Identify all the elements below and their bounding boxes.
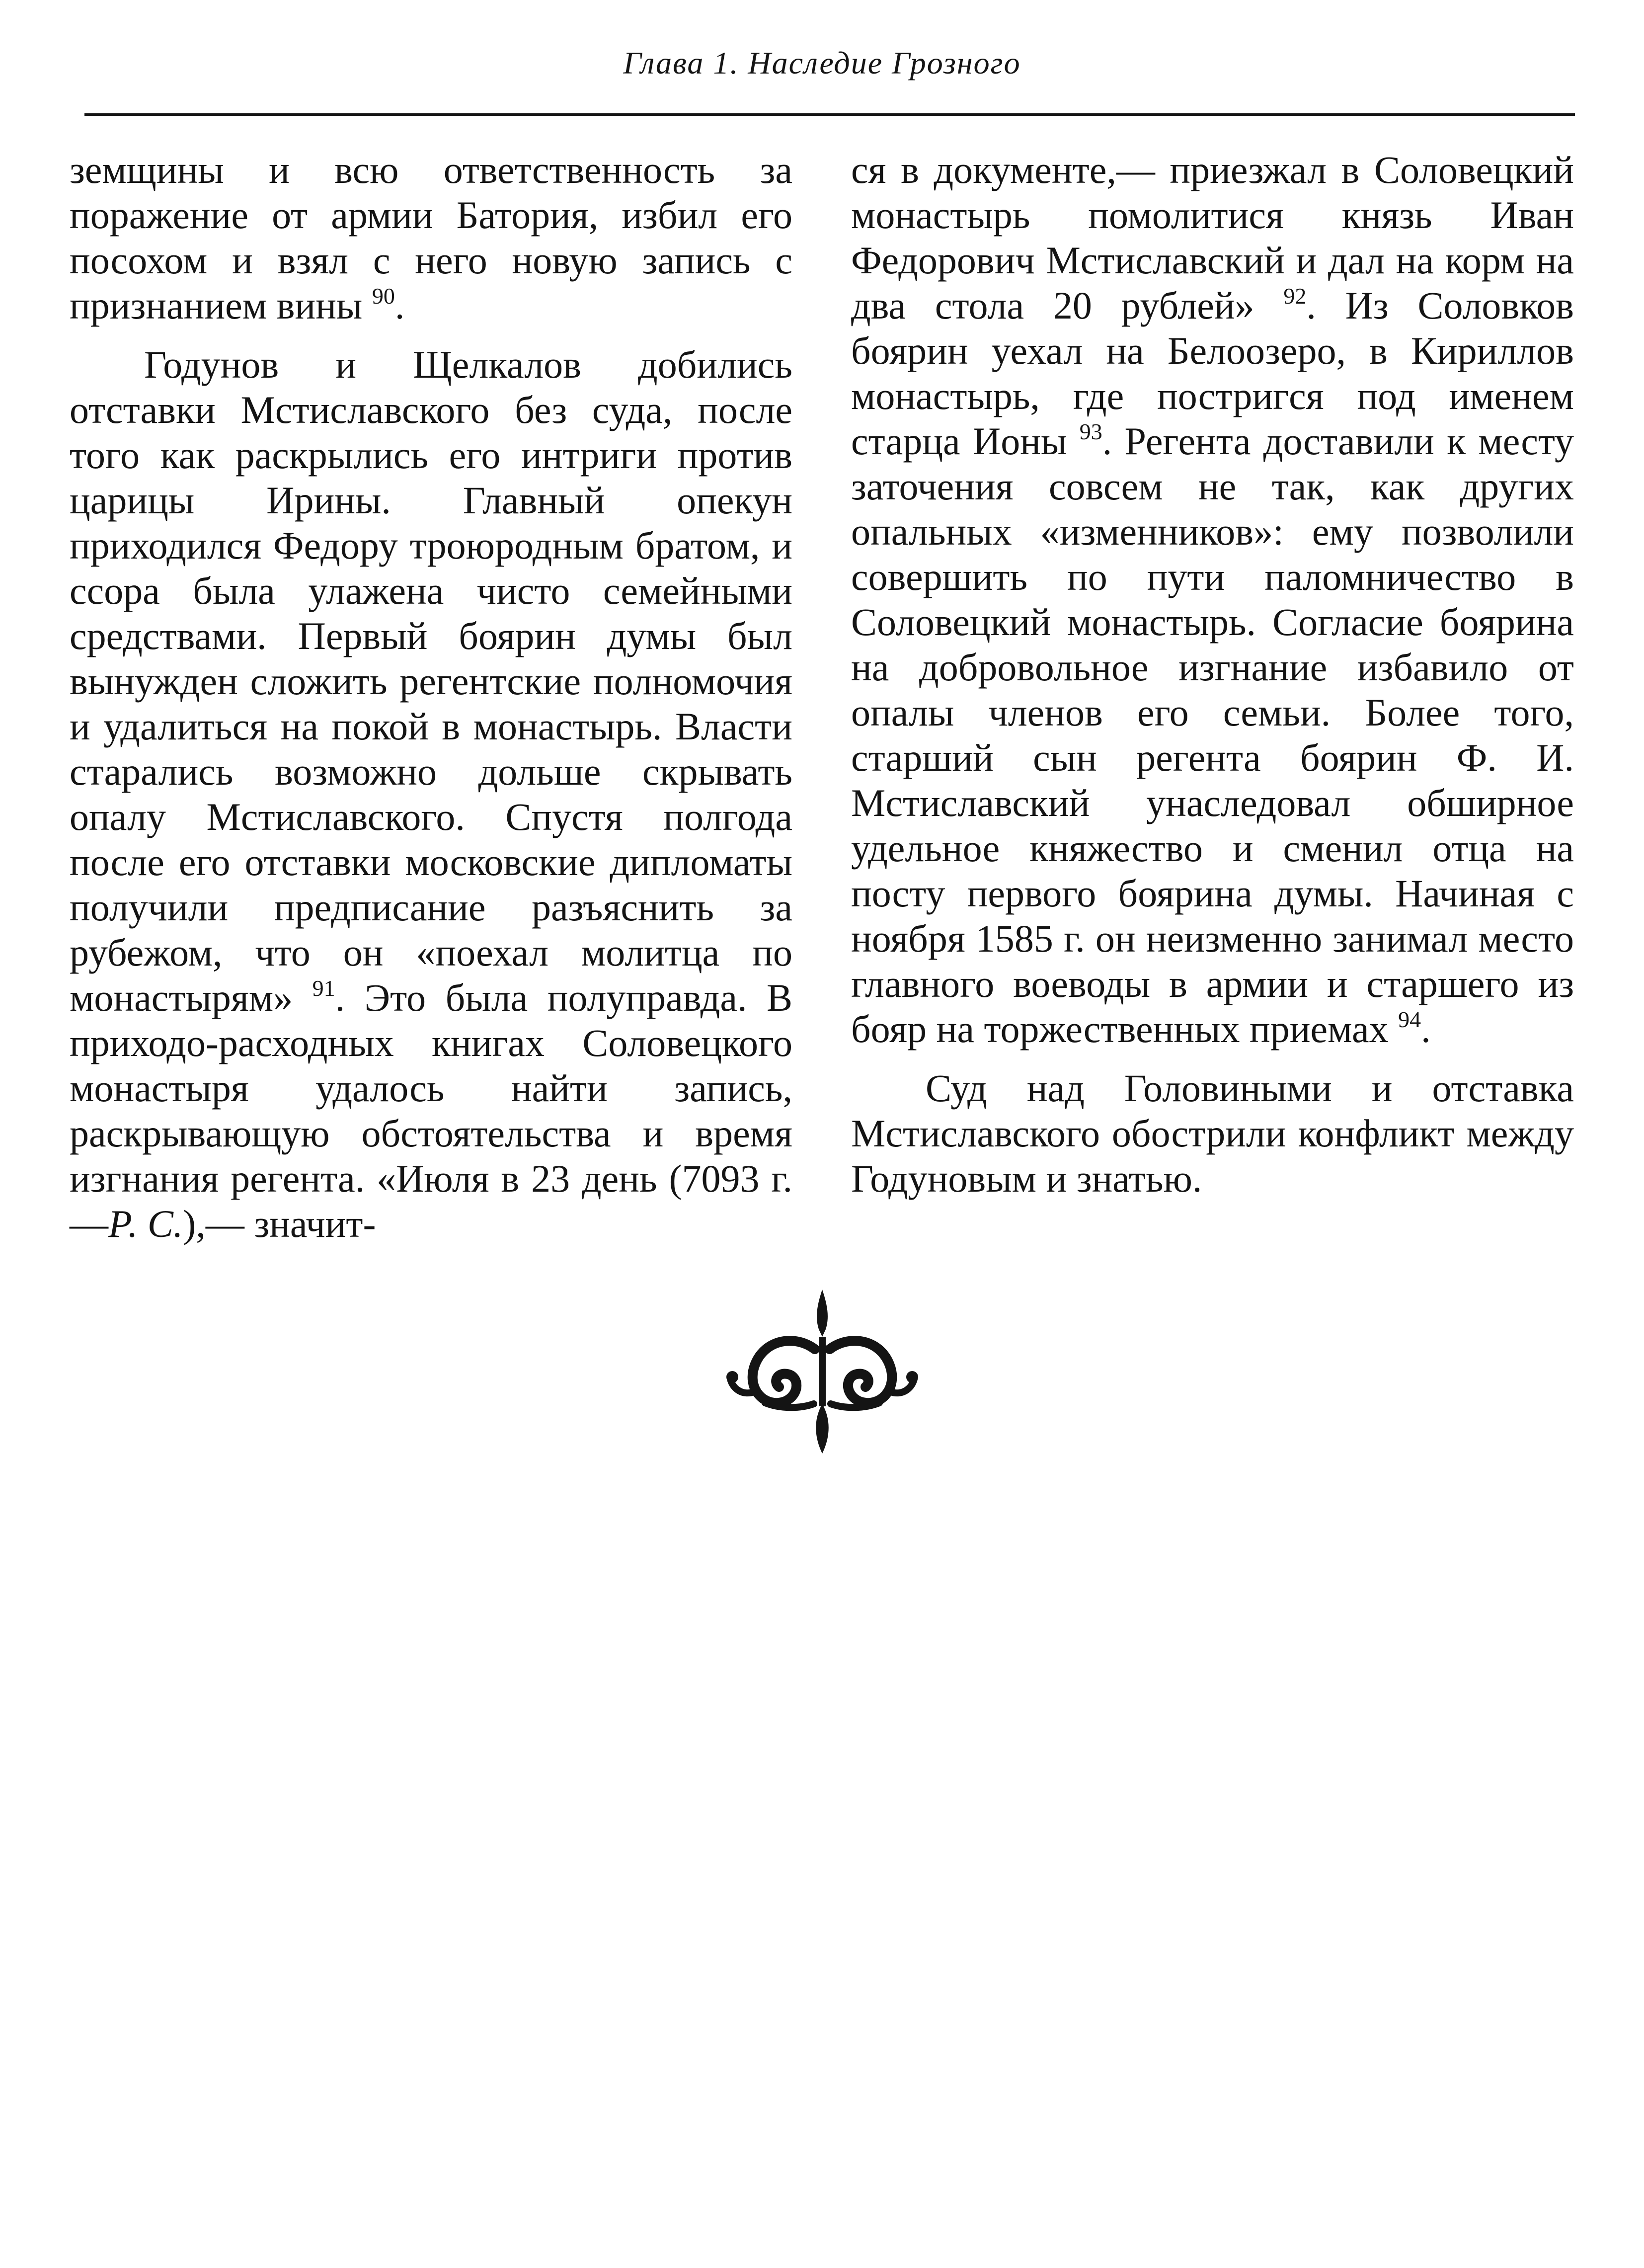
paragraph-right-1 [851,147,1574,1052]
paragraph-text: ),— значит- [183,1202,376,1245]
fleuron-icon [725,1290,919,1454]
paragraph-text: . Регента доставили к месту заточения совсем не так, как других опальных «изменников»: ему позволили совершить по пути паломничество в Соловецкий монастырь. Согласие боярина на добровольное изгнание избавило от опалы членов его семьи. Более того, старший сын регента боярин Ф. И. Мстиславский унаследовал обширное удельное княжество и сменил отца на посту первого боярина думы. Начиная с ноября 1585 г. он неизменно занимал место главного воеводы в армии и старшего из бояр на торжественных приемах [851,419,1574,1051]
paragraph-text: . Это была полуправда. В приходо-расходных книгах Соловецкого монастыря удалось найти запись, раскрывающую обстоятельства и время изгнания регента. «Июля в 23 день (7093 г.— [70,976,793,1245]
right-column [851,147,1574,1215]
footnote-ref-94: 94 [1398,1007,1421,1032]
footnote-ref-90: 90 [372,283,395,309]
paragraph-text: ся в документе,— приезжал в Соловецкий монастырь помолитися князь Иван Федорович Мстиславский и дал на корм на два стола 20 рублей» [851,148,1574,327]
paragraph-left-1 [70,147,792,328]
author-initials: Р. С. [108,1202,183,1245]
paragraph-right-2 [851,1065,1574,1201]
running-head: Глава 1. Наследие Грозного [623,45,1021,81]
footnote-ref-93: 93 [1079,419,1102,444]
paragraph-tail: . [394,284,405,327]
paragraph-text: . Из Соловков боярин уехал на Белоозеро, в Кириллов монастырь, где постригся под именем старца Ионы [851,284,1574,463]
paragraph-left-2 [70,342,792,1246]
paragraph-text: земщины и всю ответственность за поражение от армии Батория, избил его посохом и взял с него новую запись с признанием вины [70,148,792,327]
paragraph-text: Суд над Головиными и отставка Мстиславского обострили конфликт между Годуновым и знатью. [851,1066,1574,1200]
left-column [70,147,792,1260]
footnote-ref-91: 91 [312,975,335,1001]
paragraph-tail: . [1421,1007,1431,1051]
header-rule [84,113,1575,116]
paragraph-text: Годунов и Щелкалов добились отставки Мстиславского без суда, после того как раскрылись его интриги против царицы Ирины. Главный опекун приходился Федору троюродным братом, и ссора была улажена чисто семейными средствами. Первый боярин думы был вынужден сложить регентские полномочия и удалиться на покой в монастырь. Власти старались возможно дольше скрывать опалу Мстиславского. Спустя полгода после его отставки московские дипломаты получили предписание разъяснить за рубежом, что он «поехал молитца по монастырям» [70,343,792,1019]
footnote-ref-92: 92 [1283,283,1307,309]
